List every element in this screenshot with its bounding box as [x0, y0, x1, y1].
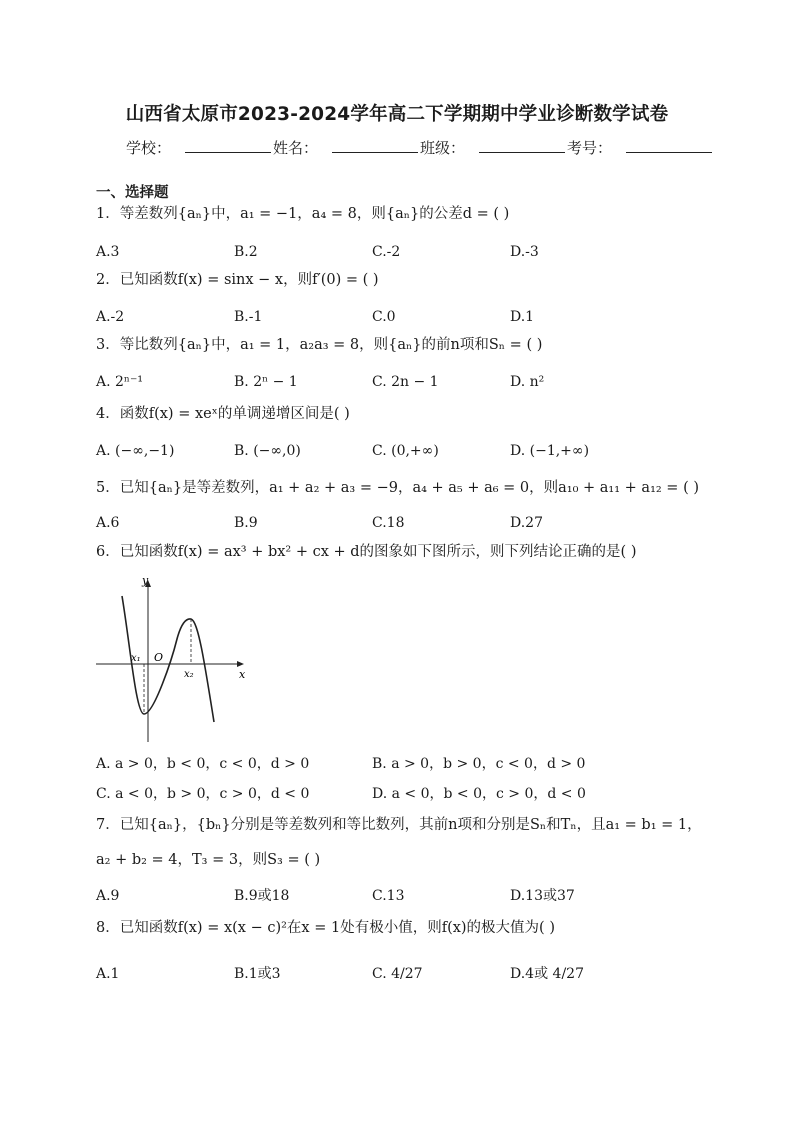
option-a[interactable]: A. (−∞,−1) — [96, 443, 175, 459]
school-label: 学校： — [126, 139, 172, 157]
question-4-number: 4． — [96, 406, 120, 422]
question-1 — [96, 204, 509, 224]
option-a[interactable]: A.-2 — [96, 309, 125, 325]
option-d[interactable]: D.-3 — [510, 244, 539, 260]
question-7-stem-line-2: a₂ + b₂ = 4，T₃ = 3，则S₃ = ( ) — [96, 852, 321, 868]
question-5-options — [96, 513, 696, 535]
question-6-options-row-2 — [96, 784, 696, 806]
question-5-stem: 已知{aₙ}是等差数列，a₁ + a₂ + a₃ = −9，a₄ + a₅ + a₆ = 0，则a₁₀ + a₁₁ + a₁₂ = ( ) — [119, 480, 699, 496]
question-3-number: 3． — [96, 337, 120, 353]
x-axis-arrow-icon — [237, 661, 244, 667]
y-axis-label: y — [142, 574, 149, 587]
exam-number-blank[interactable] — [626, 137, 712, 153]
option-a[interactable]: A.6 — [96, 515, 120, 531]
question-3-options — [96, 372, 696, 394]
question-2-number: 2． — [96, 272, 120, 288]
question-1-stem: 等差数列{aₙ}中，a₁ = −1，a₄ = 8，则{aₙ}的公差d = ( ) — [119, 206, 510, 222]
question-5-number: 5． — [96, 480, 120, 496]
option-d[interactable]: D. n² — [510, 374, 545, 390]
question-8-options — [96, 964, 696, 986]
page-title: 山西省太原市2023-2024学年高二下学期期中学业诊断数学试卷 — [125, 104, 669, 125]
question-8-number: 8． — [96, 920, 120, 936]
class-label: 班级： — [420, 139, 466, 157]
option-b[interactable]: B.9或18 — [234, 888, 290, 904]
option-b[interactable]: B. (−∞,0) — [234, 443, 301, 459]
question-4-options — [96, 441, 696, 463]
option-c[interactable]: C.0 — [372, 309, 396, 325]
question-3 — [96, 335, 542, 355]
option-d[interactable]: D.1 — [510, 309, 535, 325]
option-a[interactable]: A.1 — [96, 966, 120, 982]
question-2-options — [96, 307, 696, 329]
school-blank[interactable] — [185, 137, 271, 153]
option-b[interactable]: B.2 — [234, 244, 258, 260]
option-c[interactable]: C.13 — [372, 888, 405, 904]
option-c[interactable]: C. 2n − 1 — [372, 374, 439, 390]
question-5 — [96, 478, 699, 498]
class-blank[interactable] — [479, 137, 565, 153]
question-4-stem: 函数f(x) = xeˣ的单调递增区间是( ) — [119, 406, 350, 422]
question-1-number: 1． — [96, 206, 120, 222]
option-c[interactable]: C. (0,+∞) — [372, 443, 439, 459]
option-a[interactable]: A.3 — [96, 244, 120, 260]
question-3-stem: 等比数列{aₙ}中，a₁ = 1，a₂a₃ = 8，则{aₙ}的前n项和Sₙ = ( ) — [119, 337, 543, 353]
question-1-options — [96, 242, 696, 264]
option-d[interactable]: D. (−1,+∞) — [510, 443, 590, 459]
student-info-row — [126, 137, 714, 158]
option-a[interactable]: A.9 — [96, 888, 120, 904]
question-7-stem: 已知{aₙ}，{bₙ}分别是等差数列和等比数列，其前n项和分别是Sₙ和Tₙ，且a₁ = b₁ = 1， — [119, 817, 702, 833]
option-b[interactable]: B.1或3 — [234, 966, 281, 982]
option-a[interactable]: A. a > 0，b < 0，c < 0，d > 0 — [96, 756, 310, 772]
option-c[interactable]: C.-2 — [372, 244, 401, 260]
question-6 — [96, 542, 636, 562]
option-b[interactable]: B.-1 — [234, 309, 263, 325]
question-2 — [96, 270, 379, 290]
question-7-number: 7． — [96, 817, 120, 833]
question-7-options — [96, 886, 696, 908]
question-6-stem: 已知函数f(x) = ax³ + bx² + cx + d的图象如下图所示，则下列结论正确的是( ) — [119, 544, 637, 560]
option-d[interactable]: D.4或 4/27 — [510, 966, 584, 982]
option-d[interactable]: D.27 — [510, 515, 543, 531]
x1-label: x₁ — [131, 653, 141, 664]
question-7-continued — [96, 850, 320, 870]
option-c[interactable]: C. 4/27 — [372, 966, 423, 982]
question-6-number: 6． — [96, 544, 120, 560]
cubic-function-graph — [92, 574, 252, 744]
x2-label: x₂ — [184, 669, 194, 680]
option-c[interactable]: C.18 — [372, 515, 405, 531]
option-d[interactable]: D.13或37 — [510, 888, 575, 904]
option-b[interactable]: B.9 — [234, 515, 258, 531]
name-blank[interactable] — [332, 137, 418, 153]
question-7 — [96, 815, 702, 835]
option-a[interactable]: A. 2ⁿ⁻¹ — [96, 374, 143, 390]
section-heading: 一、选择题 — [96, 185, 169, 201]
question-6-options-row-1 — [96, 754, 696, 776]
option-c[interactable]: C. a < 0，b > 0，c > 0，d < 0 — [96, 786, 310, 802]
question-2-stem: 已知函数f(x) = sinx − x，则f′(0) = ( ) — [119, 272, 379, 288]
question-4 — [96, 404, 350, 424]
option-b[interactable]: B. 2ⁿ − 1 — [234, 374, 298, 390]
x-axis-label: x — [239, 668, 246, 681]
question-8 — [96, 918, 555, 938]
question-8-stem: 已知函数f(x) = x(x − c)²在x = 1处有极小值，则f(x)的极大值为( ) — [119, 920, 555, 936]
option-d[interactable]: D. a < 0，b < 0，c > 0，d < 0 — [372, 786, 586, 802]
origin-label: O — [154, 651, 164, 664]
option-b[interactable]: B. a > 0，b > 0，c < 0，d > 0 — [372, 756, 586, 772]
exam-number-label: 考号： — [567, 139, 613, 157]
name-label: 姓名： — [273, 139, 319, 157]
